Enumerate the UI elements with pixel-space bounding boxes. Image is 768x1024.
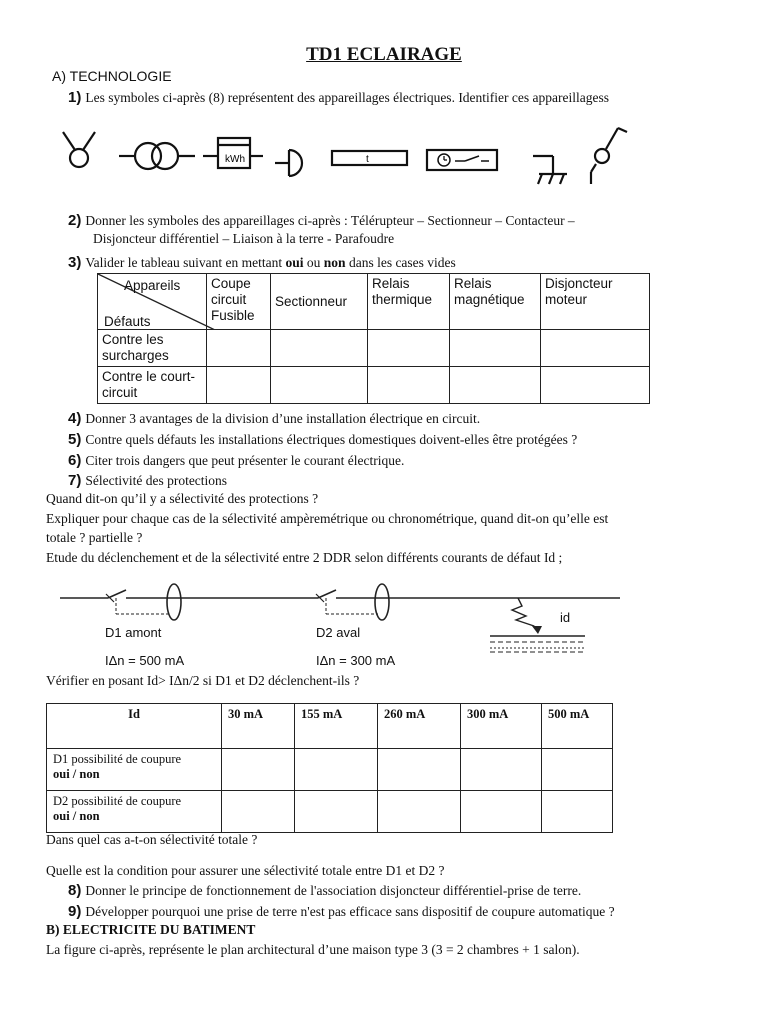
page-title: TD1 ECLAIRAGE (306, 44, 462, 65)
answer-cell[interactable] (222, 791, 295, 833)
paragraph: totale ? partielle ? (46, 530, 143, 545)
header-cell: 260 mA (378, 704, 461, 749)
answer-cell[interactable] (541, 330, 650, 367)
question-text: Donner 3 avantages de la division d’une installation électrique en circuit. (85, 411, 481, 426)
answer-cell[interactable] (207, 367, 271, 404)
question-number: 5) (68, 431, 82, 448)
question-number: 6) (68, 452, 82, 469)
question-number: 4) (68, 410, 82, 427)
answer-cell[interactable] (207, 330, 271, 367)
question-text-line1: Donner les symboles des appareillages ci-après : Télérupteur – Sectionneur – Contacteur – (85, 213, 575, 228)
timer-icon (332, 151, 407, 165)
transformer-icon (119, 143, 195, 169)
question-text: Citer trois dangers que peut présenter le courant électrique. (85, 453, 405, 468)
header-cell: 155 mA (295, 704, 378, 749)
row-label-text: D1 possibilité de coupure (53, 752, 182, 766)
answer-cell[interactable] (271, 367, 368, 404)
switched-lamp-icon (591, 128, 627, 184)
question-text: Développer pourquoi une prise de terre n'est pas efficace sans dispositif de coupure automatique ? (85, 904, 615, 919)
header-cell: 30 mA (222, 704, 295, 749)
answer-cell[interactable] (271, 330, 368, 367)
answer-cell[interactable] (461, 749, 542, 791)
answer-cell[interactable] (450, 367, 541, 404)
paragraph: La figure ci-après, représente le plan architectural d’une maison type 3 (3 = 2 chambres + 1 salon). (46, 942, 580, 957)
corner-cell (98, 274, 207, 330)
header-cell: Disjoncteur moteur (541, 274, 650, 330)
paragraph: Etude du déclenchement et de la sélectivité entre 2 DDR selon différents courants de défaut Id ; (46, 550, 563, 565)
answer-cell[interactable] (450, 330, 541, 367)
question-8 (68, 882, 581, 899)
ddr-selectivity-diagram (60, 578, 630, 670)
row-label (47, 749, 222, 791)
answer-cell[interactable] (378, 749, 461, 791)
question-number: 1) (68, 89, 82, 106)
paragraph: Expliquer pour chaque cas de la sélectivité ampèremétrique ou chronométrique, quand dit-on qu’elle est (46, 511, 609, 526)
question-9 (68, 903, 615, 920)
d1-current: IΔn = 500 mA (105, 653, 185, 668)
protection-table (97, 273, 650, 404)
header-cell: Coupe circuit Fusible (207, 274, 271, 330)
row-choice: oui / non (53, 767, 100, 781)
d2-current: IΔn = 300 mA (316, 653, 396, 668)
row-label (47, 791, 222, 833)
symbol-1-icon (63, 132, 95, 167)
paragraph: Vérifier en posant Id> IΔn/2 si D1 et D2 déclenchent-ils ? (46, 673, 360, 688)
answer-cell[interactable] (542, 791, 613, 833)
clock-switch-icon (427, 150, 497, 170)
answer-cell[interactable] (295, 791, 378, 833)
oui-word: oui (285, 255, 304, 270)
question-text: ou (303, 255, 324, 270)
question-7 (68, 472, 227, 489)
paragraph: Quand dit-on qu’il y a sélectivité des protections ? (46, 491, 319, 506)
answer-cell[interactable] (542, 749, 613, 791)
answer-cell[interactable] (368, 367, 450, 404)
question-number: 7) (68, 472, 82, 489)
paragraph: Dans quel cas a-t-on sélectivité totale ? (46, 832, 258, 847)
question-3 (68, 254, 456, 271)
question-number: 9) (68, 903, 82, 920)
header-cell: Id (47, 704, 222, 749)
section-a-heading: A) TECHNOLOGIE (52, 68, 172, 84)
row-label-text: D2 possibilité de coupure (53, 794, 182, 808)
corner-bottom-label: Défauts (104, 314, 151, 329)
push-button-icon (275, 150, 302, 176)
row-label: Contre le court-circuit (98, 367, 207, 404)
header-cell: Sectionneur (271, 274, 368, 330)
paragraph: Quelle est la condition pour assurer une sélectivité totale entre D1 et D2 ? (46, 863, 445, 878)
corner-top-label: Appareils (124, 278, 181, 293)
question-6 (68, 452, 404, 469)
question-number: 3) (68, 254, 82, 271)
row-label: Contre les surcharges (98, 330, 207, 367)
fault-current-label: id (560, 610, 571, 625)
question-text: Contre quels défauts les installations électriques domestiques doivent-elles être protégées ? (85, 432, 578, 447)
question-2-line2: Disjoncteur différentiel – Liaison à la terre - Parafoudre (93, 231, 395, 246)
header-cell: 500 mA (542, 704, 613, 749)
answer-cell[interactable] (222, 749, 295, 791)
non-word: non (323, 255, 346, 270)
answer-cell[interactable] (461, 791, 542, 833)
d2-label: D2 aval (316, 625, 361, 640)
question-4 (68, 410, 480, 427)
earth-ground-icon (533, 156, 567, 184)
header-cell: Relais magnétique (450, 274, 541, 330)
row-choice: oui / non (53, 809, 100, 823)
question-number: 8) (68, 882, 82, 899)
kwh-label: kWh (225, 154, 245, 165)
electrical-symbols-row (55, 118, 635, 193)
question-text: Valider le tableau suivant en mettant (85, 255, 286, 270)
selectivity-table (46, 703, 613, 833)
question-text: Les symboles ci-après (8) représentent des appareillages électriques. Identifier ces appareillagess (85, 90, 609, 105)
question-text: Sélectivité des protections (85, 473, 228, 488)
section-b-heading: B) ELECTRICITE DU BATIMENT (46, 922, 256, 937)
answer-cell[interactable] (295, 749, 378, 791)
question-text: dans les cases vides (345, 255, 456, 270)
answer-cell[interactable] (541, 367, 650, 404)
answer-cell[interactable] (368, 330, 450, 367)
d1-label: D1 amont (105, 625, 162, 640)
question-number: 2) (68, 212, 82, 229)
header-cell: Relais thermique (368, 274, 450, 330)
question-2 (68, 212, 575, 229)
header-cell: 300 mA (461, 704, 542, 749)
question-1 (68, 89, 609, 106)
question-text: Donner le principe de fonctionnement de l'association disjoncteur différentiel-prise de terre. (85, 883, 582, 898)
answer-cell[interactable] (378, 791, 461, 833)
question-5 (68, 431, 577, 448)
timer-label: t (366, 154, 369, 165)
